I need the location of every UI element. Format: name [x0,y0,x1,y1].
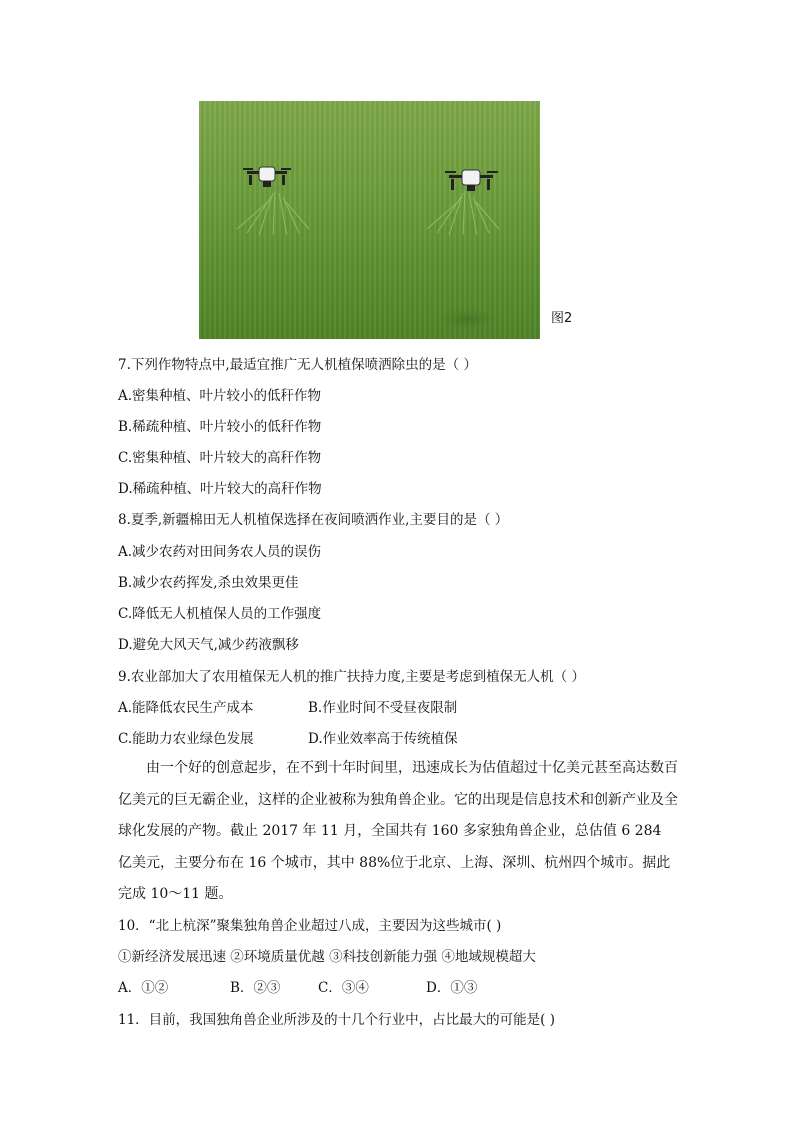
figure-caption: 图2 [551,311,573,326]
reading-passage: 由一个好的创意起步，在不到十年时间里，迅速成长为估值超过十亿美元甚至高达数百亿美元的巨无霸企业，这样的企业被称为独角兽企业。它的出现是信息技术和创新产业及全球化发展的产物。截止 2017 年 11 月，全国共有 160 多家独角兽企业，总估值 6 284 亿美元，主要分布在 16 个城市，其中 88%位于北京、上海、深圳、杭州四个城市。据此完成 10～11 题。 [118,760,678,902]
q8-option-c: C.降低无人机植保人员的工作强度 [118,606,322,622]
q8-option-d: D.避免大风天气,减少药液飘移 [118,637,299,653]
q7-option-b: B.稀疏种植、叶片较小的低秆作物 [118,419,322,435]
question-7-stem: 7.下列作物特点中,最适宜推广无人机植保喷洒除虫的是（ ） [118,357,477,373]
q8-option-b: B.减少农药挥发,杀虫效果更佳 [118,575,299,591]
q10-choices: ①新经济发展迅速 ②环境质量优越 ③科技创新能力强 ④地域规模超大 [118,949,536,965]
question-10-stem: 10．“北上杭深”聚集独角兽企业超过八成，主要因为这些城市( ) [118,918,502,934]
q9-option-c: C.能助力农业绿色发展 [118,731,254,747]
question-9-stem: 9.农业部加大了农用植保无人机的推广扶持力度,主要是考虑到植保无人机（ ） [118,669,585,685]
question-8-stem: 8.夏季,新疆棉田无人机植保选择在夜间喷洒作业,主要目的是（ ） [118,512,509,528]
q10-option-b: B．②③ [230,980,281,996]
rice-field-drone-photo [199,101,540,339]
q7-option-c: C.密集种植、叶片较大的高秆作物 [118,450,322,466]
q10-option-a: A．①② [118,980,169,996]
q10-option-c: C．③④ [318,980,369,996]
question-11-stem: 11．目前，我国独角兽企业所涉及的十几个行业中，占比最大的可能是( ) [118,1012,556,1028]
q9-option-d: D.作业效率高于传统植保 [308,731,458,747]
q9-option-b: B.作业时间不受昼夜限制 [308,700,458,716]
q8-option-a: A.减少农药对田间务农人员的误伤 [118,544,322,560]
q7-option-d: D.稀疏种植、叶片较大的高秆作物 [118,481,322,497]
drone-icon [199,101,540,339]
q9-option-a: A.能降低农民生产成本 [118,700,254,716]
q7-option-a: A.密集种植、叶片较小的低秆作物 [118,388,322,404]
q10-option-d: D．①③ [426,980,478,996]
